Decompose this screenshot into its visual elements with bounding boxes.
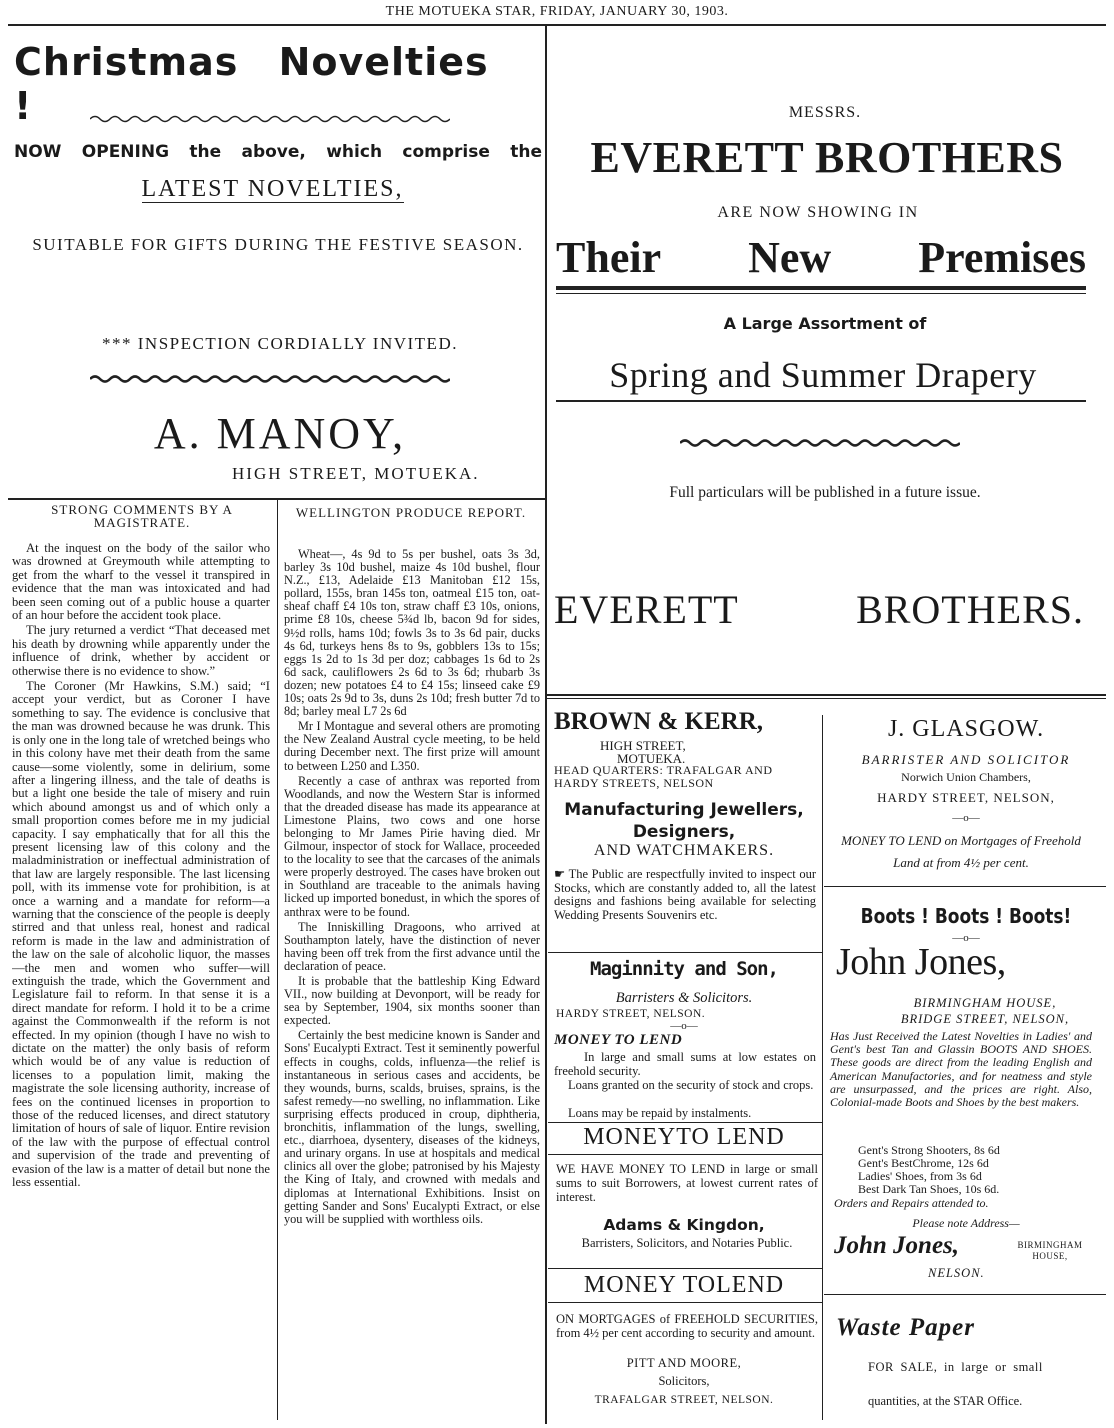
spring-summer-drapery: Spring and Summer Drapery [609, 355, 1037, 395]
new-premises-line [556, 232, 1086, 283]
paragraph: Recently a case of anthrax was reported from Woodlands, and now the Western Star is informed that the dreaded disease has made its appearance at Limestone Plains, two cows and one horse belonging to Mr James Pirie having died. Mr Gilmour, inspector of stock for Wallace, proceeded to the locality to see that the carcases of the animals were properly destroyed. The cases have broken out in Southland are traceable to the animals having licked up imported bonedust, in which the spores of anthrax were to be found. [284, 773, 540, 919]
wavy-divider [680, 438, 960, 448]
paragraph: It is probable that the battleship King Edward VII., now building at Devonport, will be ready for sea by September, 1904, six months sooner than expected. [284, 974, 540, 1028]
large-assortment: A Large Assortment of [723, 314, 927, 333]
glasgow-separator: —o— [952, 812, 980, 824]
price-line: Ladies' Shoes, from 3s 6d [858, 1169, 982, 1183]
john-jones-name: John Jones, [836, 941, 1006, 983]
everett-brothers-headline: EVERETT BROTHERS [590, 133, 1064, 182]
drapery-rule [556, 400, 1086, 402]
messrs-label: MESSRS. [788, 104, 862, 121]
maginnity-line-1: In large and small sums at low estates on freehold security. [554, 1050, 816, 1078]
john-jones-signature-town: NELSON. [928, 1266, 985, 1280]
double-rule [556, 293, 1086, 294]
john-jones-note: Please note Address— [912, 1216, 1020, 1230]
latest-novelties-text: LATEST NOVELTIES, [141, 176, 404, 202]
paragraph: At the inquest on the body of the sailor who was drowned at Greymouth while attempting to get from the wharf to the vessel it transpired in evidence that the man was intoxicated and had been seen coming out of a public house a quarter of an hour before the accident took place. [12, 542, 270, 623]
wavy-divider [90, 374, 450, 384]
column-rule-center [545, 26, 547, 1424]
glasgow-address: HARDY STREET, NELSON, [877, 790, 1055, 805]
adams-money-heading: MONEYTO LEND [583, 1124, 785, 1150]
glasgow-money: MONEY TO LEND on Mortgages of Freehold Land at from 4½ per cent. [841, 833, 1081, 870]
section-rule [547, 694, 1106, 696]
ad-rule [548, 1302, 822, 1303]
brown-kerr-trade-3: AND WATCHMAKERS. [593, 842, 775, 859]
ad-rule [548, 952, 822, 953]
adams-kingdon-name: Adams & Kingdon, [603, 1216, 765, 1234]
waste-paper-title: Waste Paper [836, 1314, 975, 1341]
masthead: THE MOTUEKA STAR, FRIDAY, JANUARY 30, 1903. [385, 4, 729, 19]
price-line: Best Dark Tan Shoes, 10s 6d. [858, 1182, 1000, 1196]
pitt-moore-address: TRAFALGAR STREET, NELSON. [594, 1394, 774, 1406]
paragraph: Wheat—, 4s 9d to 5s per bushel, oats 3s 3d, barley 3s 10d bushel, maize 4s 10d bushel, flour N.Z., £13, Adelaide £13 Manitoban £12 15s, pollard, 155s, bran 145s ton, oatmeal £15 ton, oat-sheaf chaff £4 10s ton, straw chaff £3 10s, onions, prime £8 10s, cheese 5¾d lb, bacon 9d for sides, 9½d rolls, hams 10d; fowls 3s to 3s 6d pair, ducks 4s 6d, turkeys hens 8s to 9s, gobblers 13s to 15s; eggs 1s 2d to 1s 3d per doz; cabbages 1s 6d to 2s 6d sack, cauliflowers 2s 6d to 3s 6d; rhubarb 3s dozen; new potatoes £4 to £4 15s; linseed cake £9 10s; oats 2s 9d to 3s, duns 2s 10d; fresh butter 7d to 8d; barley meal L7 2s 6d [284, 548, 540, 719]
ad-rule [824, 1294, 1106, 1295]
premises-word-premises: Premises [918, 233, 1086, 282]
paragraph: The Coroner (Mr Hawkins, S.M.) said; “I accept your verdict, but as Coroner I have something to say. The evidence is conclusive that the man was drowned because he was drunk. This is only one in the long tale of wretched beings who in this colony have met their death from the same cause—some violently, some in delirium, some after a lingering illness, and the tale of deaths is but a light one beside the tale of misery and ruin which abound amongst us and of which only a small proportion comes before me in my judicial capacity. I say emphatically that for all this the present licensing law of this colony and the maladministration or ineffectual administration of that law are largely responsible. The last licensing poll, with its immense vote for prohibition, is at once a warning and a mandate for reform—a warning that the conscience of the people is deeply stirred and that unless real, honest and radical reform is made in the law and administration of the law on the sale of alcoholic liquor, the masses—the men and women who suffer—will extinguish the trade, which the Government and Legislature fail to reform. In that sense it is a direct mandate for reform. I hold it to be a crime against the Commonwealth if the reform is not effected. In my opinion (though I have no wish to dictate on the matter) the only basis of reform which would be of any value is reduction of licenses to a population limit, making the magistrate the sole licensing authority, increase of fees on the continued licenses in proportion to those of the reduced licenses, and direct statutory limitation of hours of sale of liquor. Entire revision of the law with the purpose of effectual control and supervision of the trade and preventing of evasion of the law is a matter of detail but none the less essential. [12, 679, 270, 1190]
ad-rule [824, 886, 1106, 887]
ad-rule [548, 1268, 822, 1269]
john-jones-separator: —o— [952, 932, 980, 944]
john-jones-orders: Orders and Repairs attended to. [834, 1196, 989, 1210]
glasgow-chambers: Norwich Union Chambers, [901, 770, 1031, 784]
full-particulars: Full particulars will be published in a future issue. [669, 484, 981, 501]
ad-rule [548, 1122, 822, 1123]
brown-kerr-trade-2: Designers, [632, 822, 736, 842]
premises-word-new: New [748, 233, 832, 282]
price-line: Gent's Strong Shooters, 8s 6d [858, 1143, 1000, 1157]
pitt-money-heading: MONEY TOLEND [583, 1272, 785, 1298]
john-jones-prices [858, 1144, 1098, 1196]
pitt-body: ON MORTGAGES of FREEHOLD SECURITIES, from 4½ per cent according to security and amount. [556, 1312, 818, 1340]
maginnity-address: HARDY STREET, NELSON. [556, 1008, 706, 1020]
section-rule [547, 698, 1106, 699]
price-line: Gent's BestChrome, 12s 6d [858, 1156, 989, 1170]
footer-word-everett: EVERETT [554, 587, 739, 632]
adams-kingdon-title: Barristers, Solicitors, and Notaries Public. [581, 1236, 793, 1250]
brown-kerr-trade-1: Manufacturing Jewellers, [564, 800, 804, 820]
brown-kerr-addr1: HIGH STREET, [600, 738, 686, 753]
ad-rule [548, 1154, 822, 1155]
pointing-hand-icon: ☛ [554, 867, 569, 881]
john-jones-signature-house: BIRMINGHAM HOUSE, [1017, 1240, 1083, 1261]
column-rule-articles [277, 500, 278, 1420]
article-wellington-body [284, 548, 540, 1422]
brown-kerr-name: BROWN & KERR, [554, 708, 764, 735]
article-strong-comments-body [12, 542, 270, 1422]
maginnity-separator: —o— [670, 1020, 698, 1032]
article-heading-wellington: WELLINGTON PRODUCE REPORT. [295, 505, 527, 520]
waste-paper-line-1: FOR SALE, in large or small [868, 1360, 1043, 1374]
maginnity-name: Maginnity and Son, [590, 958, 778, 980]
premises-word-their: Their [556, 233, 662, 282]
paragraph: The jury returned a verdict “That deceased met his death by drowning while apparently under the influence of drink, whether by accident or otherwise there is no evidence to show.” [12, 623, 270, 678]
john-jones-house: BIRMINGHAM HOUSE, [913, 996, 1057, 1010]
pitt-moore-name: PITT AND MOORE, [626, 1356, 742, 1370]
paragraph: The Inniskilling Dragoons, who arrived at Southampton lately, have the distinction of never having been off trek from the first advance until the declaration of peace. [284, 919, 540, 973]
glasgow-name: J. GLASGOW. [887, 716, 1045, 742]
brown-kerr-hq: HEAD QUARTERS: TRAFALGAR AND HARDY STREETS, NELSON [554, 763, 773, 790]
article-heading-strong-comments: STRONG COMMENTS BY A MAGISTRATE. [51, 502, 233, 530]
wavy-divider [90, 114, 450, 124]
john-jones-body: Has Just Received the Latest Novelties in Ladies' and Gent's best Tan and Glassin BOOTS AND SHOES. These goods are direct from the leading English and American Manufactories, and for neatness and style are unsurpassed, and the prices are right. Also, Colonial-made Boots and Shoes by the best makers. [830, 1029, 1092, 1110]
masthead-rule [8, 24, 1106, 26]
brown-kerr-addr2: MOTUEKA. [617, 751, 686, 766]
john-jones-street: BRIDGE STREET, NELSON, [900, 1012, 1070, 1026]
section-rule [8, 498, 545, 500]
glasgow-title: BARRISTER AND SOLICITOR [861, 752, 1071, 767]
pitt-moore-title: Solicitors, [658, 1374, 710, 1388]
now-opening-line: NOW OPENING the above, which comprise the [14, 142, 542, 162]
footer-word-brothers: BROTHERS. [856, 587, 1084, 632]
now-showing: ARE NOW SHOWING IN [717, 204, 919, 221]
john-jones-signature: John Jones, [834, 1232, 960, 1259]
inspection-invited: *** INSPECTION CORDIALLY INVITED. [102, 334, 458, 353]
everett-brothers-footer [554, 586, 1084, 633]
latest-novelties [0, 176, 545, 203]
column-rule-ads [822, 715, 823, 1420]
double-rule [556, 286, 1086, 290]
boots-headline: Boots ! Boots ! Boots! [860, 904, 1072, 928]
manoy-name: A. MANOY, [153, 409, 407, 458]
suitable-for-gifts: SUITABLE FOR GIFTS DURING THE FESTIVE SEASON. [32, 235, 524, 254]
waste-paper-line-2: quantities, at the STAR Office. [868, 1394, 1023, 1408]
maginnity-line-3: Loans may be repaid by instalments. [568, 1106, 752, 1120]
headline-christmas-novelties: Christmas Novelties ! [14, 40, 489, 128]
brown-kerr-body [554, 868, 816, 922]
maginnity-title: Barristers & Solicitors. [615, 990, 753, 1006]
adams-body: WE HAVE MONEY TO LEND in large or small sums to suit Borrowers, at lowest current rates of interest. [556, 1162, 818, 1204]
manoy-address: HIGH STREET, MOTUEKA. [232, 464, 480, 483]
maginnity-line-2: Loans granted on the security of stock and crops. [568, 1078, 814, 1092]
brown-kerr-body-text: The Public are respectfully invited to inspect our Stocks, which are constantly added to, all the latest designs and fashions being available for selecting Wedding Presents Souvenirs etc. [554, 867, 816, 922]
paragraph: Certainly the best medicine known is Sander and Sons' Eucalypti Extract. Test it seminently powerful effects in coughs, colds, influenza—the relief is instantaneous in serious cases and accidents, be they wounds, burns, scalds, bruises, sprains, is the safest remedy—no swelling, no inflammation. Like surprising effects produced in croup, diphtheria, bronchitis, inflammation of the lungs, swelling, etc., diarrhoea, dysentery, diseases of the kidneys, and urinary organs. In use at hospitals and medical clinics all over the globe; patronised by his Majesty the King of Italy, and crowned with medals and diplomas at International Exhibitions. Insist on getting Sander and Sons' Eucalypti Extract, or else you will be supplied with worthless oils. [284, 1028, 540, 1226]
paragraph: Mr I Montague and several others are promoting the New Zealand Austral cycle meeting, to be held during December next. The first prize will amount to between L250 and L350. [284, 719, 540, 773]
maginnity-money-heading: MONEY TO LEND [554, 1032, 683, 1048]
